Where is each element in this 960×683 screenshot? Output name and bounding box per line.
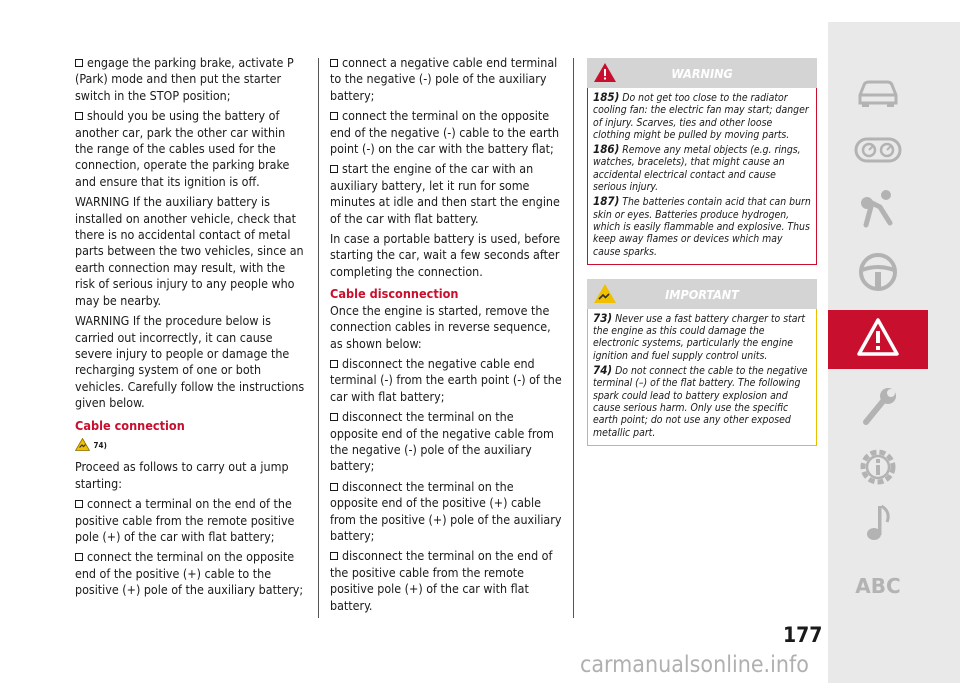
column-2	[330, 55, 562, 618]
list-item: should you be using the battery of another car, park the other car within the range of the cables used for the connection, operate the parking brake and ensure that its ignition is off.	[75, 108, 290, 189]
warning-item: 185) Do not get too close to the radiator cooling fan: the electric fan may start; danger of injury. Scarves, ties and other loose clothing might be pulled by moving parts.	[593, 90, 809, 141]
intro-text: Proceed as follows to carry out a jump starting:	[75, 459, 289, 491]
warning-box-header	[587, 58, 817, 88]
list-item: start the engine of the car with an auxiliary battery, let it run for some minutes at idle and then start the engine of the car with flat battery.	[330, 161, 560, 226]
watermark: carmanualsonline.info	[580, 652, 809, 678]
section-heading: Cable disconnection	[330, 286, 459, 302]
airbag-seat-icon[interactable]	[828, 187, 928, 231]
list-item: engage the parking brake, activate P (Park) mode and then put the starter switch in the STOP position;	[75, 55, 294, 103]
steering-wheel-icon[interactable]	[828, 250, 928, 294]
intro-text: Once the engine is started, remove the connection cables in reverse sequence, as shown below:	[330, 302, 551, 351]
list-item: connect the terminal on the opposite end of the positive (+) cable to the positive (+) pole of the auxiliary battery;	[75, 549, 304, 598]
reference-number[interactable]: 74)	[93, 440, 107, 450]
column-divider	[573, 58, 574, 618]
abc-label: ABC	[855, 574, 901, 598]
important-box-body	[587, 309, 817, 446]
warning-box	[587, 58, 817, 265]
warning-box-title: WARNING	[671, 66, 733, 81]
warning-box-body	[587, 88, 817, 265]
important-box	[587, 279, 817, 446]
list-item: connect a negative cable end terminal to the negative (-) pole of the auxiliary battery;	[330, 55, 558, 103]
important-item: 73) Never use a fast battery charger to start the engine as this could damage the electronic systems, particularly the engine ignition and fuel supply control units.	[593, 310, 806, 362]
column-1	[75, 55, 307, 603]
column-divider	[318, 58, 319, 618]
bullet-box-icon	[330, 112, 338, 120]
warning-paragraph: WARNING If the procedure below is carried out incorrectly, it can cause severe injury to people or damage the recharging system of one or both vehicles. Carefully follow the instructions given below.	[75, 313, 305, 411]
bullet-box-icon	[330, 360, 338, 368]
tab-warning-active[interactable]	[828, 310, 928, 369]
dashboard-gauges-icon[interactable]	[828, 130, 928, 170]
bullet-box-icon	[330, 413, 338, 421]
wrench-icon[interactable]	[828, 384, 928, 428]
caution-triangle-icon	[75, 438, 90, 455]
abc-icon[interactable]	[828, 570, 928, 602]
warning-item: 187) The batteries contain acid that can burn skin or eyes. Batteries produce hydrogen, which is easily flammable and explosive. Thus keep away flames or devices which may cause sparks.	[593, 194, 811, 258]
bullet-box-icon	[75, 553, 83, 561]
list-item: disconnect the negative cable end terminal (-) from the earth point (-) of the car with flat battery;	[330, 355, 562, 404]
reference-line	[75, 437, 307, 455]
warning-paragraph: WARNING If the auxiliary battery is installed on another vehicle, check that there is no accidental contact of metal parts between the two vehicles, since an earth connection may result, with the risk of serious injury to any people who may be nearby.	[75, 194, 304, 308]
list-item: disconnect the terminal on the opposite end of the negative cable from the negative (-) pole of the auxiliary battery;	[330, 409, 554, 474]
gear-info-icon[interactable]	[828, 442, 928, 492]
column-3	[587, 58, 817, 446]
list-item: connect a terminal on the end of the positive cable from the remote positive pole (+) of the car with flat battery;	[75, 496, 295, 544]
bullet-box-icon	[330, 483, 338, 491]
warning-triangle-icon	[856, 317, 900, 361]
bullet-box-icon	[75, 59, 83, 67]
list-item: connect the terminal on the opposite end of the negative (-) cable to the earth point (-) on the car with the battery flat;	[330, 108, 560, 157]
info-paragraph: In case a portable battery is used, before starting the car, wait a few seconds after completing the connection.	[330, 231, 561, 279]
bullet-box-icon	[75, 500, 83, 508]
bullet-box-icon	[75, 112, 83, 120]
important-box-title: IMPORTANT	[665, 286, 739, 302]
bullet-box-icon	[330, 165, 338, 173]
music-note-icon[interactable]	[828, 500, 928, 544]
chapter-sidebar	[828, 22, 960, 683]
bullet-box-icon	[330, 552, 338, 560]
list-item: disconnect the terminal on the end of the positive cable from the remote positive pole (+) of the car with flat battery.	[330, 548, 553, 613]
car-icon[interactable]	[828, 72, 928, 112]
list-item: disconnect the terminal on the opposite end of the positive (+) cable from the positive (+) pole of the auxiliary battery;	[330, 478, 562, 543]
important-item: 74) Do not connect the cable to the negative terminal (–) of the flat battery. The following spark could lead to battery explosion and cause serious harm. Only use the specific earth point; do not use any other exposed metallic part.	[593, 363, 808, 439]
section-heading: Cable connection	[75, 417, 185, 433]
bullet-box-icon	[330, 59, 338, 67]
important-box-header	[587, 279, 817, 309]
warning-item: 186) Remove any metal objects (e.g. rings, watches, bracelets), that might cause an accidental electrical contact and cause serious injury.	[593, 142, 801, 194]
page-number: 177	[783, 623, 823, 647]
